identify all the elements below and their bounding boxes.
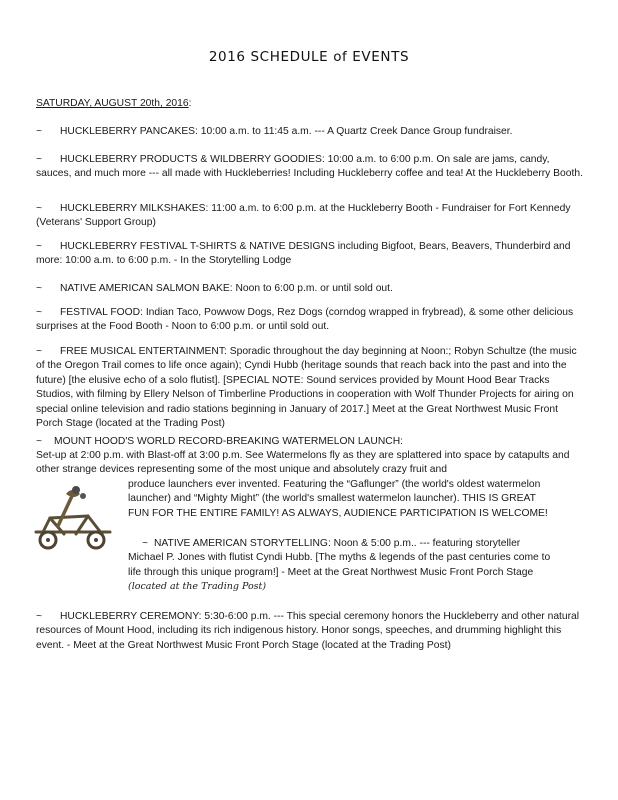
event-text: FREE MUSICAL ENTERTAINMENT: Sporadic throughout the day beginning at Noon:; Robyn Schultze (the music of the Oregon Trail comes to life once again); Cyndi Hubb (heritage sounds that reach back into the past and into the future) [the elusive echo of a solo flutist]. [SPECIAL NOTE: Sound services provided by Mount Hood Bear Tracks Studios, with filming by Ellery Nelson of Timberline Productions in cooperation with Wolf Thunder Projects for airing on special online television and radio stations beginning in January of 2017.] Meet at the Great Northwest Music Front Porch Stage (located at the Trading Post): [36, 346, 577, 430]
tilde-bullet: ~: [141, 538, 148, 549]
event-music: [36, 345, 584, 431]
event-storytelling: [128, 537, 558, 580]
event-text: FESTIVAL FOOD: Indian Taco, Powwow Dogs, Rez Dogs (corndog wrapped in frybread), & some other delicious surprises at the Food Booth - Noon to 6:00 p.m. or until sold out.: [36, 307, 574, 333]
tilde-bullet: ~: [36, 436, 43, 447]
tilde-bullet: ~: [36, 241, 43, 252]
tilde-bullet: ~: [36, 203, 43, 214]
event-products: [36, 153, 584, 182]
tilde-bullet: ~: [36, 307, 43, 318]
catapult-arm: [58, 496, 72, 526]
event-watermelon-details: produce launchers ever invented. Featuring the “Gaflunger” (the world's oldest watermelon launcher) and “Mighty Might” (the world's smallest watermelon launcher). THIS IS GREAT FUN FOR THE ENTIRE FAMILY! AS ALWAYS, AUDIENCE PARTICIPATION IS WELCOME!: [128, 479, 548, 519]
event-watermelon-body: Set-up at 2:00 p.m. with Blast-off at 3:00 p.m. See Watermelons fly as they are splattered into space by catapults and other strange devices representing some of the most unique and absolutely crazy fruit and: [36, 450, 570, 476]
tilde-bullet: ~: [36, 283, 43, 294]
catapult-projectile-small: [80, 493, 86, 499]
event-text: NATIVE AMERICAN SALMON BAKE: Noon to 6:00 p.m. or until sold out.: [60, 283, 393, 294]
event-pancakes: [36, 125, 584, 139]
catapult-projectile: [72, 486, 80, 494]
event-text: NATIVE AMERICAN STORYTELLING: Noon & 5:00 p.m.. --- featuring storyteller Michael P. Jones with flutist Cyndi Hubb. [The myths & legends of the past centuries come to life through this unique program!] - Meet at the Great Northwest Music Front Porch Stage: [128, 538, 551, 578]
date-heading: SATURDAY, AUGUST 20th, 2016: [36, 98, 189, 109]
catapult-icon: [28, 482, 118, 562]
event-text: HUCKLEBERRY FESTIVAL T-SHIRTS & NATIVE DESIGNS including Bigfoot, Bears, Beavers, Thunderbird and more: 10:00 a.m. to 6:00 p.m. - In the Storytelling Lodge: [36, 241, 571, 267]
tilde-bullet: ~: [36, 346, 43, 357]
catapult-hub-front: [46, 538, 50, 542]
date-heading-colon: :: [188, 98, 192, 109]
event-watermelon-heading: [36, 435, 584, 449]
page-title: 2016 SCHEDULE of EVENTS: [208, 49, 410, 65]
event-text: HUCKLEBERRY CEREMONY: 5:30-6:00 p.m. --- This special ceremony honors the Huckleberry and other natural resources of Mount Hood, including its rich indigenous history. Honor songs, speeches, and drumming highlight this event. - Meet at the Great Northwest Music Front Porch Stage (located at the Trading Post): [36, 611, 580, 651]
catapult-hub-back: [94, 538, 98, 542]
event-ceremony: [36, 610, 584, 653]
event-text: HUCKLEBERRY PRODUCTS & WILDBERRY GOODIES: 10:00 a.m. to 6:00 p.m. On sale are jams, candy, sauces, and much more --- all made with Huckleberries! Including Huckleberry coffee and tea! At the Huckleberry Booth.: [36, 154, 583, 180]
event-tshirts: [36, 240, 584, 269]
event-milkshakes: [36, 202, 584, 231]
tilde-bullet: ~: [36, 611, 43, 622]
storytelling-location-note: (located at the Trading Post): [128, 581, 267, 592]
tilde-bullet: ~: [36, 126, 43, 137]
event-food: [36, 306, 584, 335]
event-salmon: [36, 282, 584, 296]
event-text: MOUNT HOOD'S WORLD RECORD-BREAKING WATERMELON LAUNCH:: [54, 436, 404, 447]
event-text: HUCKLEBERRY MILKSHAKES: 11:00 a.m. to 6:00 p.m. at the Huckleberry Booth - Fundraiser for Fort Kennedy (Veterans' Support Group): [36, 203, 571, 229]
tilde-bullet: ~: [36, 154, 43, 165]
date-heading-line: [36, 97, 584, 111]
event-text: HUCKLEBERRY PANCAKES: 10:00 a.m. to 11:45 a.m. --- A Quartz Creek Dance Group fundraiser.: [60, 126, 513, 137]
